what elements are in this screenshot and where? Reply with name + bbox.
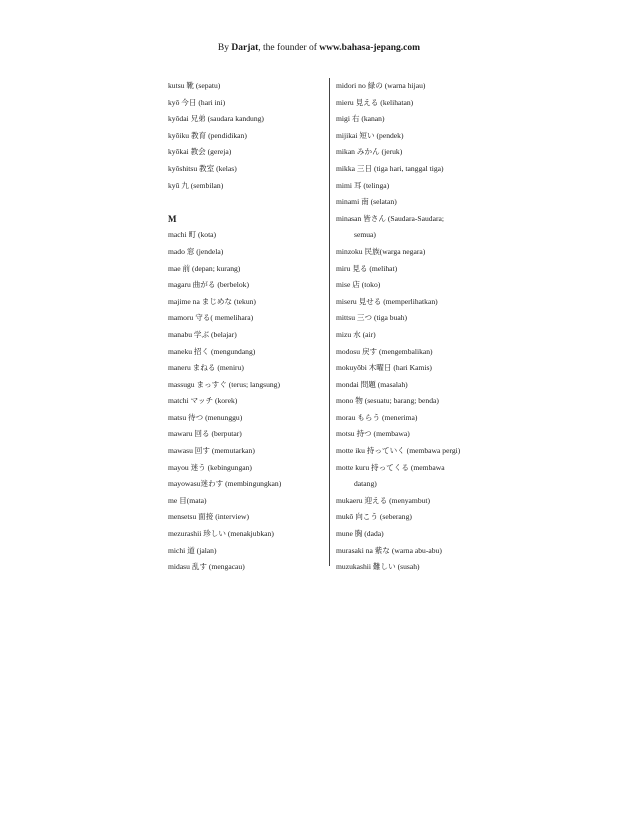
vocab-entry: matchi マッチ (korek) (168, 396, 238, 406)
right-column (336, 78, 506, 576)
vocab-entry: massugu まっすぐ (terus; langsung) (168, 379, 280, 389)
vocab-entry: migi 右 (kanan) (336, 114, 385, 124)
vocab-entry: majime na まじめな (tekun) (168, 296, 256, 306)
vocab-entry: morau もらう (menerima) (336, 412, 418, 422)
vocab-entry: maneru まねる (meniru) (168, 363, 244, 373)
vocab-entry: manabu 学ぶ (belajar) (168, 329, 237, 339)
vocab-entry-continuation: datang) (354, 479, 377, 489)
vocab-entry: kyōshitsu 教室 (kelas) (168, 163, 237, 173)
vocab-entry: murasaki na 紫な (warna abu-abu) (336, 545, 442, 555)
vocab-entry: michi 道 (jalan) (168, 545, 217, 555)
vocab-entry: midori no 緑の (warna hijau) (336, 81, 426, 90)
vocab-entry: maneku 招く (mengundang) (168, 346, 256, 356)
vocab-entry: muzukashii 難しい (susah) (336, 562, 420, 572)
vocab-entry: matsu 待つ (menunggu) (168, 412, 243, 422)
vocab-entry: mokuyōbi 木曜日 (hari Kamis) (336, 363, 432, 373)
vocab-entry: mukaeru 迎える (menyambut) (336, 495, 431, 505)
vocab-entry: mamoru 守る( memelihara) (168, 313, 254, 323)
vocab-entry: mukō 向こう (seberang) (336, 512, 412, 522)
vocab-entry: mittsu 三つ (tiga buah) (336, 313, 408, 323)
header-site-link[interactable]: www.bahasa-jepang.com (319, 43, 421, 53)
left-column (168, 78, 326, 576)
vocab-entry: minasan 皆さん (Saudara-Saudara; (336, 213, 444, 223)
vocab-entry: mimi 耳 (telinga) (336, 180, 390, 190)
vocab-entry: mise 店 (toko) (336, 280, 381, 290)
vocab-entry: mieru 見える (kelihatan) (336, 97, 414, 107)
vocab-entry: motte kuru 持ってくる (membawa (336, 462, 445, 472)
vocab-entry: minzoku 民族(warga negara) (336, 246, 426, 256)
vocab-entry: mezurashii 珍しい (menakjubkan) (168, 529, 274, 539)
vocab-entry: kyū 九 (sembilan) (168, 180, 224, 190)
column-divider (329, 78, 330, 566)
vocab-entry: mikka 三日 (tiga hari, tanggal tiga) (336, 163, 444, 173)
vocab-entry: minami 南 (selatan) (336, 197, 397, 207)
vocab-entry: motsu 持つ (membawa) (336, 429, 410, 439)
vocab-entry: mono 物 (sesuatu; barang; benda) (336, 396, 439, 406)
vocab-entry: kutsu 靴 (sepatu) (168, 81, 221, 90)
vocab-entry: mae 前 (depan; kurang) (168, 263, 241, 273)
vocab-entry: mune 胸 (dada) (336, 529, 384, 539)
vocab-entry: mado 窓 (jendela) (168, 246, 224, 256)
vocab-entry-continuation: semua) (354, 230, 376, 240)
blank-row (168, 194, 326, 211)
vocab-entry: mayowasu迷わす (membingungkan) (168, 479, 282, 489)
vocab-entry: magaru 曲がる (berbelok) (168, 280, 249, 290)
vocab-entry: mizu 水 (air) (336, 329, 376, 339)
page-header (0, 42, 638, 54)
vocab-entry: modosu 戻す (mengembalikan) (336, 346, 433, 356)
vocab-entry: mawaru 回る (berputar) (168, 429, 242, 439)
vocab-entry: kyōiku 教育 (pendidikan) (168, 130, 247, 140)
vocab-entry: kyōkai 教会 (gereja) (168, 147, 232, 157)
vocab-entry: me 目(mata) (168, 495, 207, 505)
vocab-entry: motte iku 持っていく (membawa pergi) (336, 446, 461, 456)
vocab-entry: mayou 迷う (kebingungan) (168, 462, 252, 472)
header-author: Darjat (231, 43, 259, 53)
vocab-entry: kyōdai 兄弟 (saudara kandung) (168, 114, 264, 124)
header-middle: , the founder of (258, 43, 320, 53)
vocab-entry: midasu 乱す (mengacau) (168, 562, 245, 572)
vocab-entry: mensetsu 面接 (interview) (168, 512, 249, 522)
vocab-entry: kyō 今日 (hari ini) (168, 97, 226, 107)
header-by: By (217, 43, 232, 53)
vocab-entry: machi 町 (kota) (168, 230, 217, 240)
section-letter: M (168, 213, 177, 224)
vocab-entry: mijikai 短い (pendek) (336, 130, 404, 140)
vocab-entry: mondai 問題 (masalah) (336, 379, 408, 389)
vocab-entry: miseru 見せる (memperlihatkan) (336, 296, 438, 306)
vocab-entry: mikan みかん (jeruk) (336, 147, 403, 157)
vocab-entry: miru 見る (melihat) (336, 263, 398, 273)
vocab-entry: mawasu 回す (memutarkan) (168, 446, 255, 456)
